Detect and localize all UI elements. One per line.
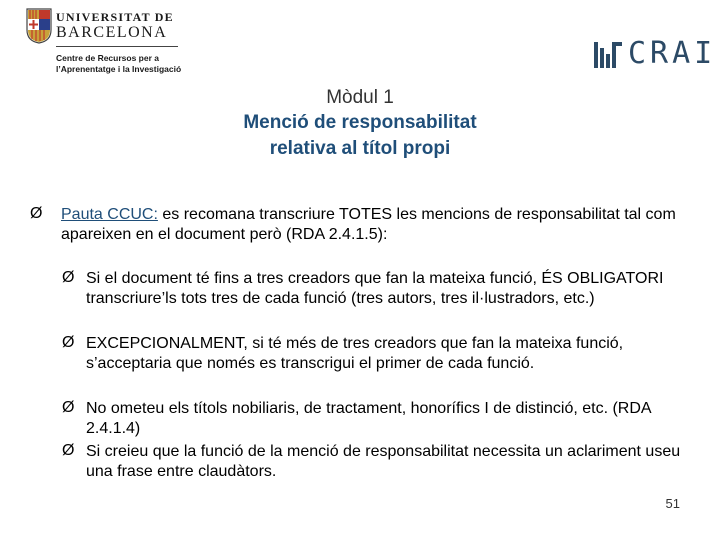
list-item-text: Si el document té fins a tres creadors que fan la mateixa funció, ÉS OBLIGATORI transcriure’ls tots tres de cada funció (tres autors, tres il·lustradors, etc.) bbox=[86, 270, 664, 307]
main-bullet-body: es recomana transcriure TOTES les mencions de responsabilitat tal com apareixen en el document però (RDA 2.4.1.5): bbox=[61, 206, 676, 243]
pauta-label: Pauta CCUC: bbox=[61, 206, 158, 223]
university-name-line1: UNIVERSITAT DE bbox=[56, 10, 174, 24]
arrow-bullet-icon: Ø bbox=[62, 269, 75, 286]
crai-logo bbox=[594, 36, 717, 71]
slide-title bbox=[140, 86, 580, 162]
crai-logo-text: CRAI bbox=[628, 36, 717, 71]
shield-icon bbox=[26, 8, 52, 44]
page-number: 51 bbox=[665, 496, 680, 511]
arrow-bullet-icon: Ø bbox=[30, 205, 43, 222]
crai-mark-icon bbox=[594, 40, 624, 70]
title-line1: Menció de responsabilitat bbox=[243, 112, 477, 133]
module-label: Mòdul 1 bbox=[326, 87, 394, 108]
title-line2: relativa al títol propi bbox=[269, 138, 451, 159]
arrow-bullet-icon: Ø bbox=[62, 442, 75, 459]
centre-name-line1: Centre de Recursos per a bbox=[56, 53, 159, 63]
arrow-bullet-icon: Ø bbox=[62, 399, 75, 416]
university-name-line2: BARCELONA bbox=[56, 24, 168, 41]
centre-name-line2: l’Aprenentatge i la Investigació bbox=[56, 64, 182, 74]
university-logo bbox=[22, 6, 222, 78]
list-item-text: No ometeu els títols nobiliaris, de tractament, honorífics I de distinció, etc. (RDA 2.4.1.4) bbox=[86, 400, 651, 437]
arrow-bullet-icon: Ø bbox=[62, 334, 75, 351]
list-item-text: Si creieu que la funció de la menció de responsabilitat necessita un aclariment useu una frase entre claudàtors. bbox=[86, 443, 681, 480]
logo-divider bbox=[56, 46, 178, 47]
main-bullet-text bbox=[61, 205, 691, 245]
centre-name bbox=[56, 53, 181, 75]
list-item-text: EXCEPCIONALMENT, si té més de tres creadors que fan la mateixa funció, s’acceptaria que només es transcrigui el primer de cada funció. bbox=[86, 335, 624, 372]
